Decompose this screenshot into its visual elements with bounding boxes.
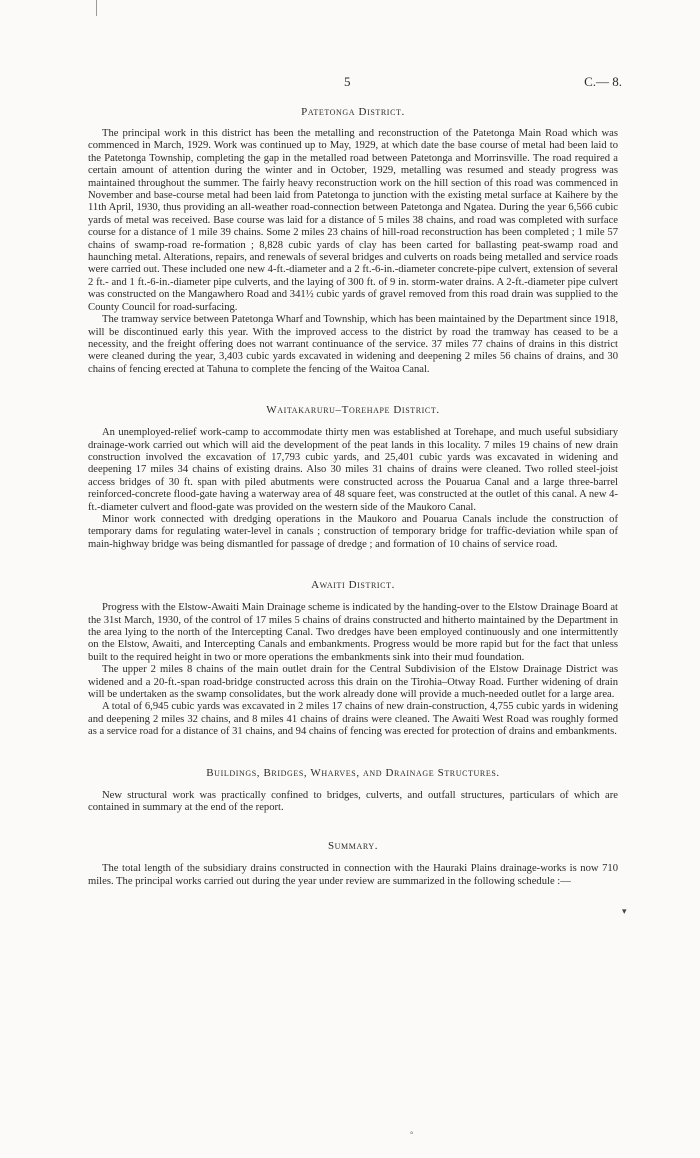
paragraph: An unemployed-relief work-camp to accommodate thirty men was established at Torehape, and much useful subsidiary drainage-work carried out which will aid the development of the peat lands in this locality. 7 miles 19 chains of new drain construction involved the excavation of 17,793 cubic yards, and 25,401 cubic yards was excavated in widening and deepening 17 miles 34 chains of existing drains. Also 30 miles 31 chains of drains were cleaned. Two rolled steel-joist access bridges of 30 ft. span with piled abutments were constructed across the Pouarua Canal and a large three-barrel reinforced-concrete flood-gate having a waterway area of 48 square feet, was constructed at the outlet of this canal. A new 4-ft.-diameter culvert and flood-gate was provided on the western side of the Maukoro Canal. — [88, 427, 618, 513]
page-number: 5 — [344, 74, 351, 89]
section-title: Awaiti District. — [311, 579, 395, 592]
paragraph: New structural work was practically confined to bridges, culverts, and outfall structures, particulars of which are contained in summary at the end of the report. — [88, 789, 618, 814]
section-patetonga — [88, 106, 618, 376]
section-buildings-bridges — [88, 767, 618, 815]
section-title: Patetonga District. — [301, 106, 405, 118]
margin-mark: ▾ — [622, 906, 627, 916]
paragraph: The total length of the subsidiary drains constructed in connection with the Hauraki Plains drainage-works is now 710 miles. The principal works carried out during the year under review are summarized in the following schedule :— — [88, 863, 618, 887]
section-title: Buildings, Bridges, Wharves, and Drainage Structures. — [206, 766, 500, 779]
paragraph: Minor work connected with dredging operations in the Maukoro and Pouarua Canals include the construction of temporary dams for regulating water-level in canals ; construction of temporary bridge for traffic-deviation while span of main-highway bridge was being dismantled for passage of dredge ; and formation of 10 chains of service road. — [88, 513, 618, 550]
paragraph: The tramway service between Patetonga Wharf and Township, which has been maintained by the Department since 1918, will be discontinued early this year. With the improved access to the district by road the tramway has ceased to be a necessity, and the freight offering does not warrant continuance of the service. 37 miles 77 chains of drains in this district were cleaned during the year, 3,403 cubic yards excavated in widening and deepening 2 miles 56 chains of drains, and 30 chains of fencing erected at Tahuna to complete the fencing of the Waitoa Canal. — [88, 314, 618, 375]
paragraph: The upper 2 miles 8 chains of the main outlet drain for the Central Subdivision of the Elstow Drainage District was widened and a 20-ft.-span road-bridge constructed across this drain on the Tirohia–Otway Road. Further widening of drain will be undertaken as the swamp consolidates, but the work already done will provide a much-needed outlet for a large area. — [88, 664, 618, 701]
page-header — [88, 74, 622, 94]
section-title: Summary. — [327, 840, 379, 853]
paragraph: The principal work in this district has been the metalling and reconstruction of the Patetonga Main Road which was commenced in March, 1929. Work was continued up to May, 1929, at which date the base course of metal had been laid to the Patetonga Township, completing the gap in the metalled road between Patetonga and Morrinsville. The road required a certain amount of attention during the winter and in October, 1929, metalling was resumed and steady progress was maintained throughout the summer. The fairly heavy reconstruction work on the hill section of this road was commenced in November and base-course metal had been laid from Patetonga to junction with the existing metal surface at Kaihere by the 11th April, 1930, thus providing an all-weather road-connection between Patetonga and Ngatea. During the year 6,566 cubic yards of metal was received. Base course was laid for a distance of 5 miles 38 chains, and road was completed with surface course for a distance of 1 mile 39 chains. Some 2 miles 23 chains of hill-road reconstruction has been completed ; 1 mile 57 chains of swamp-road re-formation ; 8,828 cubic yards of clay has been carted for ballasting peat-swamp road and haunching metal. Alterations, repairs, and renewals of several bridges and culverts on roads being metalled and service roads were carried out. These included one new 4-ft.-diameter and a 2 ft.-6-in.-diameter concrete-pipe culvert, extension of several 2 ft.- and 1 ft.-6-in.-diameter pipe culverts, and the laying of 300 ft. of 9 in. storm-water drains. A 2-ft.-diameter pipe culvert was constructed on the Mangawhero Road and 341½ cubic yards of gravel removed from this road drain was supplied to the County Council for road-surfacing. — [88, 128, 618, 313]
document-reference: C.— 8. — [584, 74, 622, 89]
scan-edge-mark — [96, 0, 97, 16]
section-title: Waitakaruru–Torehape District. — [266, 404, 440, 417]
section-waitakaruru-torehape — [88, 404, 618, 551]
section-awaiti — [88, 579, 618, 738]
document-page — [88, 74, 622, 916]
paragraph: A total of 6,945 cubic yards was excavated in 2 miles 17 chains of new drain-construction, 4,755 cubic yards in widening and deepening 2 miles 32 chains, and 8 miles 41 chains of drains were cleaned. The Awaiti West Road was roughly formed as a service road for a distance of 31 chains, and 94 chains of fencing was erected for protection of drains and embankments. — [88, 701, 618, 738]
scan-dot-mark: ° — [410, 1130, 414, 1139]
paragraph: Progress with the Elstow-Awaiti Main Drainage scheme is indicated by the handing-over to the Elstow Drainage Board at the 31st March, 1930, of the control of 17 miles 5 chains of drains constructed and hitherto maintained by the Department in the area lying to the north of the Intercepting Canal. Two dredges have been employed continuously and one intermittently on the Elstow, Awaiti, and Intercepting Canals and embankments. Progress would be more rapid but for the fact that unless built to the required height in two or more operations the embankments sink into their mud foundation. — [88, 602, 618, 663]
section-summary — [88, 840, 618, 888]
